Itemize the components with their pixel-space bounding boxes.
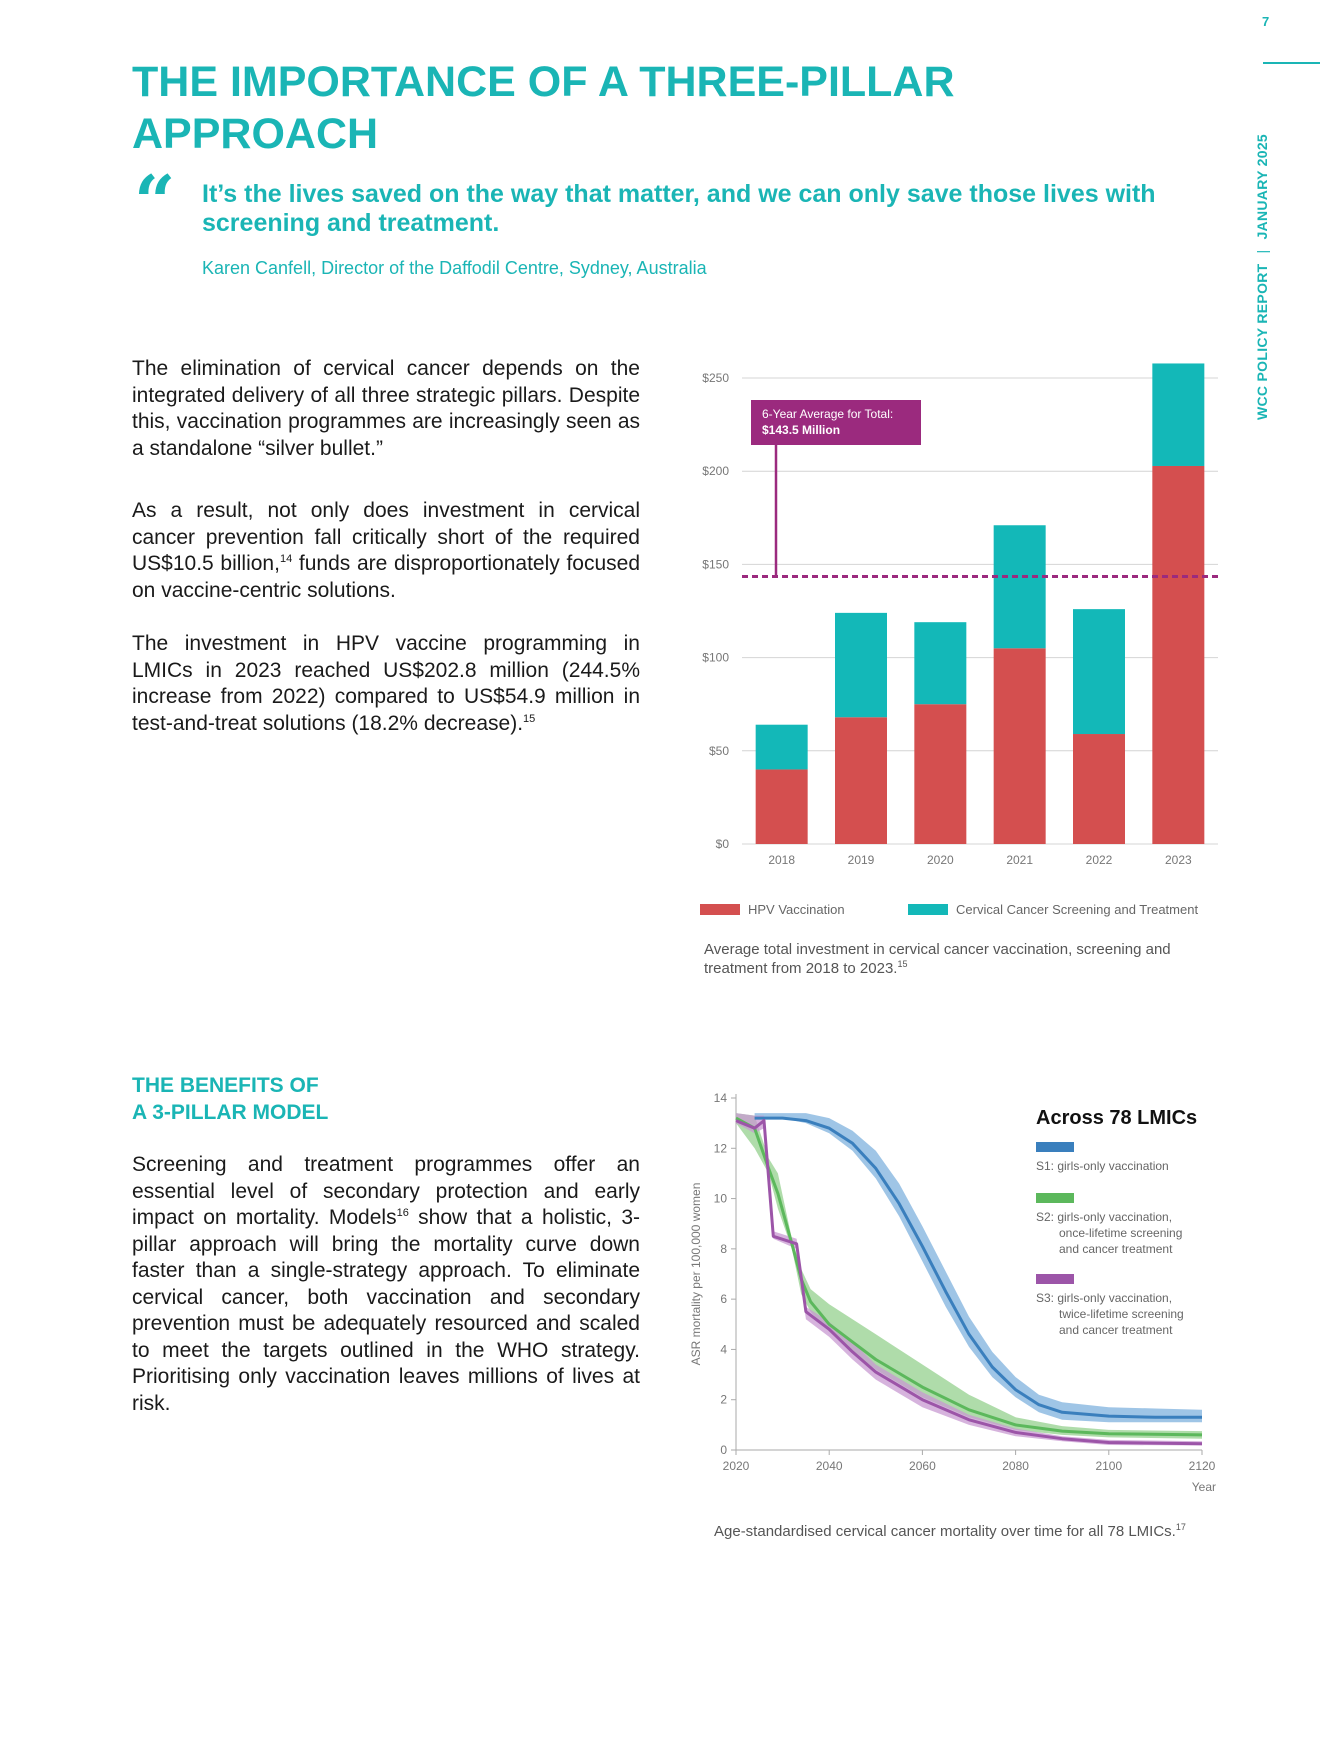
page-number: 7	[1262, 14, 1270, 29]
quote-mark-icon: “	[134, 159, 176, 244]
chart2-caption-ref: 17	[1175, 1522, 1186, 1532]
y-tick-label: $200	[702, 464, 729, 479]
quote-attribution: Karen Canfell, Director of the Daffodil Centre, Sydney, Australia	[202, 258, 707, 278]
legend-label: and cancer treatment	[1059, 1242, 1173, 1256]
x-tick-label: 2022	[1085, 853, 1113, 867]
x-axis-label: Year	[1191, 1480, 1216, 1494]
x-tick-label: 2120	[1188, 1459, 1216, 1473]
chart1-caption-ref: 15	[897, 959, 908, 969]
pull-quote: It’s the lives saved on the way that matter, and we can only save those lives with screening and treatment.	[202, 180, 1156, 237]
side-separator: |	[1254, 249, 1270, 254]
x-tick-label: 2020	[926, 853, 954, 867]
footnote-ref-16: 16	[396, 1207, 409, 1219]
section-heading-line-2: A 3-PILLAR MODEL	[132, 1101, 329, 1124]
para2-text-b: funds are disproportionately focused on vaccine-centric solutions.	[132, 552, 640, 602]
report-date: JANUARY 2025	[1254, 133, 1270, 240]
x-tick-label: 2020	[722, 1459, 750, 1473]
x-tick-label: 2060	[909, 1459, 936, 1473]
y-tick-label: 8	[720, 1241, 727, 1256]
x-tick-label: 2023	[1164, 853, 1192, 867]
legend-label: S3: girls-only vaccination,	[1036, 1291, 1173, 1305]
chart-title: Across 78 LMICs	[1036, 1107, 1198, 1129]
x-tick-label: 2040	[815, 1459, 843, 1473]
y-axis-label: ASR mortality per 100,000 women	[689, 1182, 703, 1366]
y-tick-label: $100	[702, 650, 729, 665]
x-tick-label: 2100	[1095, 1459, 1123, 1473]
body-paragraph-1: The elimination of cervical cancer depends on the integrated delivery of all three strategic pillars. Despite this, vaccination programmes are increasingly seen as a standalone “silver bullet.”	[132, 357, 640, 460]
y-tick-label: 14	[713, 1091, 727, 1105]
section-heading-line-1: THE BENEFITS OF	[132, 1074, 319, 1097]
x-tick-label: 2018	[768, 853, 796, 867]
y-tick-label: $50	[708, 743, 729, 758]
x-tick-label: 2019	[847, 853, 875, 867]
chart2-caption-text: Age-standardised cervical cancer mortality over time for all 78 LMICs.	[714, 1523, 1176, 1540]
para3-text: The investment in HPV vaccine programming in LMICs in 2023 reached US$202.8 million (244.5% increase from 2022) compared to US$54.9 million in test-and-treat solutions (18.2% decrease).	[132, 632, 640, 735]
legend-label: S1: girls-only vaccination	[1036, 1159, 1169, 1173]
legend-label: once-lifetime screening	[1059, 1226, 1183, 1240]
average-callout-value: $143.5 Million	[762, 423, 841, 437]
footnote-ref-14: 14	[279, 553, 293, 565]
y-tick-label: $0	[715, 837, 729, 851]
y-tick-label: $250	[702, 371, 729, 385]
legend-label: and cancer treatment	[1059, 1323, 1173, 1337]
average-callout-label: 6-Year Average for Total:	[762, 407, 894, 421]
y-tick-label: 6	[720, 1292, 727, 1307]
report-name: WCC POLICY REPORT	[1254, 263, 1270, 420]
chart2-caption	[714, 1522, 1234, 1541]
legend-label: Cervical Cancer Screening and Treatment	[956, 902, 1199, 917]
y-tick-label: 4	[720, 1342, 727, 1357]
para4-text-a: Screening and treatment programmes offer an essential level of secondary protection and early impact on mortality. Models	[132, 1153, 640, 1229]
x-tick-label: 2021	[1006, 853, 1034, 867]
y-tick-label: 10	[713, 1191, 727, 1206]
x-tick-label: 2080	[1002, 1459, 1029, 1473]
title-line-2: APPROACH	[132, 110, 379, 158]
legend-swatch	[1036, 1274, 1074, 1284]
legend-label: S2: girls-only vaccination,	[1036, 1210, 1173, 1224]
footnote-ref-15: 15	[523, 712, 536, 725]
chart1-caption-text: Average total investment in cervical cancer vaccination, screening and treatment from 2018 to 2023.	[704, 941, 1171, 977]
y-tick-label: 2	[720, 1392, 727, 1407]
title-line-1: THE IMPORTANCE OF A THREE-PILLAR	[132, 58, 955, 106]
y-tick-label: 12	[713, 1141, 727, 1156]
legend-swatch	[1036, 1142, 1074, 1152]
legend-label: twice-lifetime screening	[1059, 1307, 1184, 1321]
y-tick-label: $150	[702, 557, 729, 572]
legend-label: HPV Vaccination	[748, 902, 845, 917]
y-tick-label: 0	[720, 1443, 727, 1457]
legend-swatch	[1036, 1193, 1074, 1203]
para4-text-b: show that a holistic, 3-pillar approach will bring the mortality curve down faster than a single-strategy approach. To eliminate cervical cancer, both vaccination and secondary prevention must be adequately resourced and scaled to meet the targets outlined in the WHO strategy. Prioritising only vaccination leaves millions of lives at risk.	[132, 1206, 640, 1415]
para2-text-a: As a result, not only does investment in cervical cancer prevention fall critically short of the required US$10.5 billion,	[132, 499, 640, 575]
